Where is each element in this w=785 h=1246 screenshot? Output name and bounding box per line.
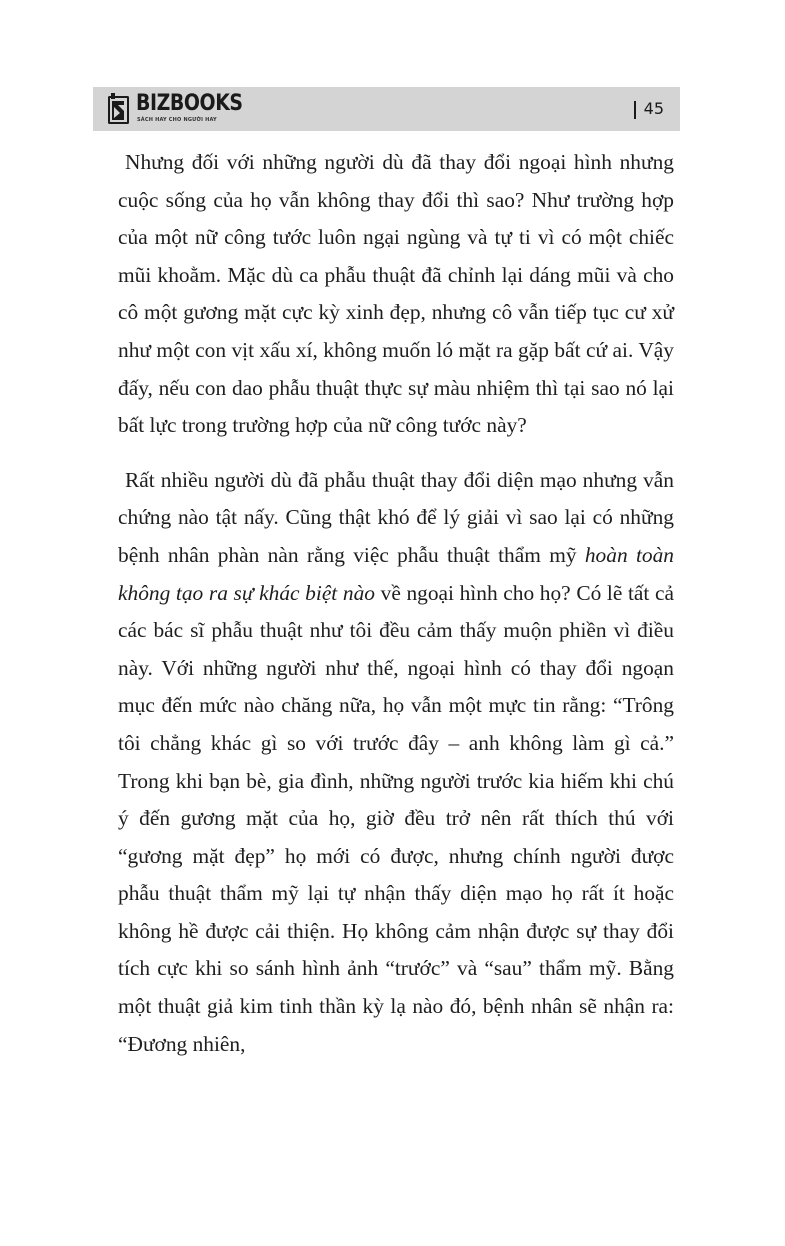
publisher-logo	[107, 91, 243, 127]
page-body	[118, 144, 674, 1080]
page-number-divider	[634, 101, 636, 119]
paragraph-text: về ngoại hình cho họ? Có lẽ tất cả các bác sĩ phẫu thuật như tôi đều cảm thấy muộn phiền vì điều này. Với những người như thế, ngoại hình có thay đổi ngoạn mục đến mức nào chăng nữa, họ vẫn một mực tin rằng: “Trông tôi chẳng khác gì so với trước đây – anh không làm gì cả.” Trong khi bạn bè, gia đình, những người trước kia hiếm khi chú ý đến gương mặt của họ, giờ đều trở nên rất thích thú với “gương mặt đẹp” họ mới có được, nhưng chính người được phẫu thuật thẩm mỹ lại tự nhận thấy diện mạo họ rất ít hoặc không hề được cải thiện. Họ không cảm nhận được sự thay đổi tích cực khi so sánh hình ảnh “trước” và “sau” thẩm mỹ. Bằng một thuật giả kim tinh thần kỳ lạ nào đó, bệnh nhân sẽ nhận ra: “Đương nhiên,	[118, 580, 674, 1056]
logo-tagline: SÁCH HAY CHO NGƯỜI HAY	[137, 117, 217, 123]
paragraph-text: Rất nhiều người dù đã phẫu thuật thay đổi diện mạo nhưng vẫn chứng nào tật nấy. Cũng thật khó để lý giải vì sao lại có những bệnh nhân phàn nàn rằng việc phẫu thuật thẩm mỹ	[118, 467, 674, 567]
logo-wordmark: BIZBOOKS	[136, 91, 243, 116]
running-header	[93, 87, 680, 131]
paragraph	[118, 462, 674, 1064]
page-number: 45	[643, 99, 664, 118]
paragraph: Nhưng đối với những người dù đã thay đổi ngoại hình nhưng cuộc sống của họ vẫn không thay đổi thì sao? Như trường hợp của một nữ công tước luôn ngại ngùng và tự ti vì có một chiếc mũi khoằm. Mặc dù ca phẫu thuật đã chỉnh lại dáng mũi và cho cô một gương mặt cực kỳ xinh đẹp, nhưng cô vẫn tiếp tục cư xử như một con vịt xấu xí, không muốn ló mặt ra gặp bất cứ ai. Vậy đấy, nếu con dao phẫu thuật thực sự màu nhiệm thì tại sao nó lại bất lực trong trường hợp của nữ công tước này?	[118, 150, 674, 438]
emphasized-phrase: hoàn toàn không tạo ra sự khác biệt nào	[118, 542, 674, 605]
bizbooks-logo-icon	[107, 93, 131, 125]
